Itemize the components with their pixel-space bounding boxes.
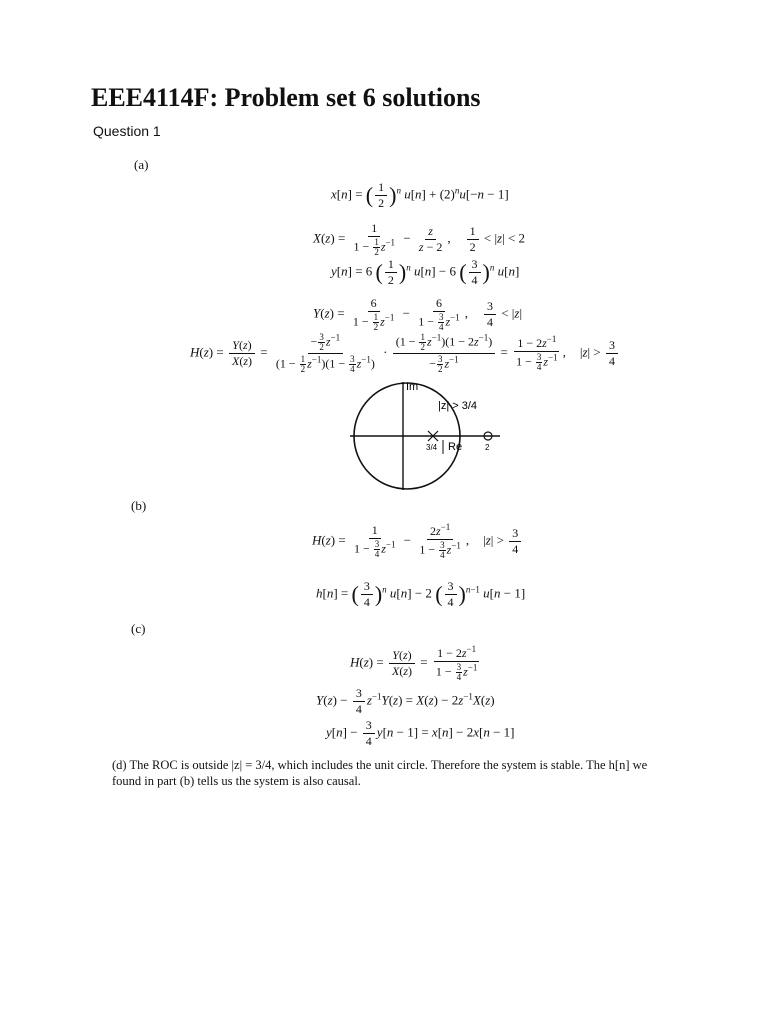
zero-label: 2: [485, 443, 490, 452]
equation-H-z-c: H(z) = $\frac{Y(z)}{X(z)}$ = $1 - 2z^{-1}$ 1 − $\frac{3}{4}$ $z^{-1}$: [350, 644, 478, 683]
axis-re-label: Re: [448, 441, 463, 453]
page-title: EEE4114F: Problem set 6 solutions: [91, 83, 481, 112]
equation-h-n: h[n] = ( $\frac{3}{4}$ )$^n$ u[n] − 2 ( $\frac{3}{4}$ )$^{n-1}$ u[n − 1]: [316, 579, 526, 610]
question-label: Question 1: [93, 123, 161, 139]
equation-y-n: y[n] = 6 ( $\frac{1}{2}$ )$^n$ u[n] − 6 ( $\frac{3}{4}$ )$^n$ u[n]: [331, 257, 520, 288]
equation-difference-z: Y(z) − $\frac{3}{4}$ $z^{-1}Y(z) = X(z) - 2z^{-1}X(z)$: [316, 686, 495, 717]
equation-Y-z: Y(z) = 6 1 − $\frac{1}{2}$ $z^{-1}$ − 6 1 − $\frac{3}{4}$ $z^{-1}$ , $\frac{3}{4}$ < |z|: [313, 296, 523, 333]
roc-label: |z| > 3/4: [438, 400, 478, 412]
pole-zero-plot: [340, 378, 510, 493]
equation-x-n: x[n] = ( $\frac{1}{2}$ )$^n$ $u[n] + (2)^nu[-n - 1]$: [331, 180, 509, 211]
part-a-label: (a): [134, 157, 149, 172]
part-d-text: (d) The ROC is outside |z| = 3/4, which includes the unit circle. Therefore the system is stable. The h[n] we found in part (b) tells us the system is also causal.: [112, 758, 648, 788]
part-c-label: (c): [131, 621, 146, 636]
equation-H-z: H(z) = $\frac{Y(z)}{X(z)}$ = − $\frac{3}{2}$ $z^{-1}$ (1 − $\frac{1}{2}$ $z^{-1})(1$ − $\frac{3}{4}$ $z^{-1}$) · (1 − $\frac{1}{2}$ $z^{-1})(1 - 2z^{-1})$ − $\frac{3}{2}$ $z^{-1}$ = $1 - 2z^{-1}$ 1 − $\frac{3}{4}$ $z^{-1}$ , |z| > $\frac{3}{4}$: [190, 333, 620, 374]
equation-X-z: X(z) = 1 1 − $\frac{1}{2}$ $z^{-1}$ − $\frac{z}{z - 2}$ , $\frac{1}{2}$ < |z| < 2: [313, 221, 526, 258]
part-b-label: (b): [131, 498, 147, 513]
equation-H-z-b: H(z) = 1 1 − $\frac{3}{4}$ $z^{-1}$ − $2z^{-1}$ 1 − $\frac{3}{4}$ $z^{-1}$ , |z| > $\frac{3}{4}$: [312, 523, 523, 560]
equation-difference-n: y[n] − $\frac{3}{4}$ y[n − 1] = x[n] − 2x[n − 1]: [326, 718, 515, 749]
axis-im-label: Im: [406, 381, 419, 393]
pole-label: 3/4: [426, 443, 438, 452]
